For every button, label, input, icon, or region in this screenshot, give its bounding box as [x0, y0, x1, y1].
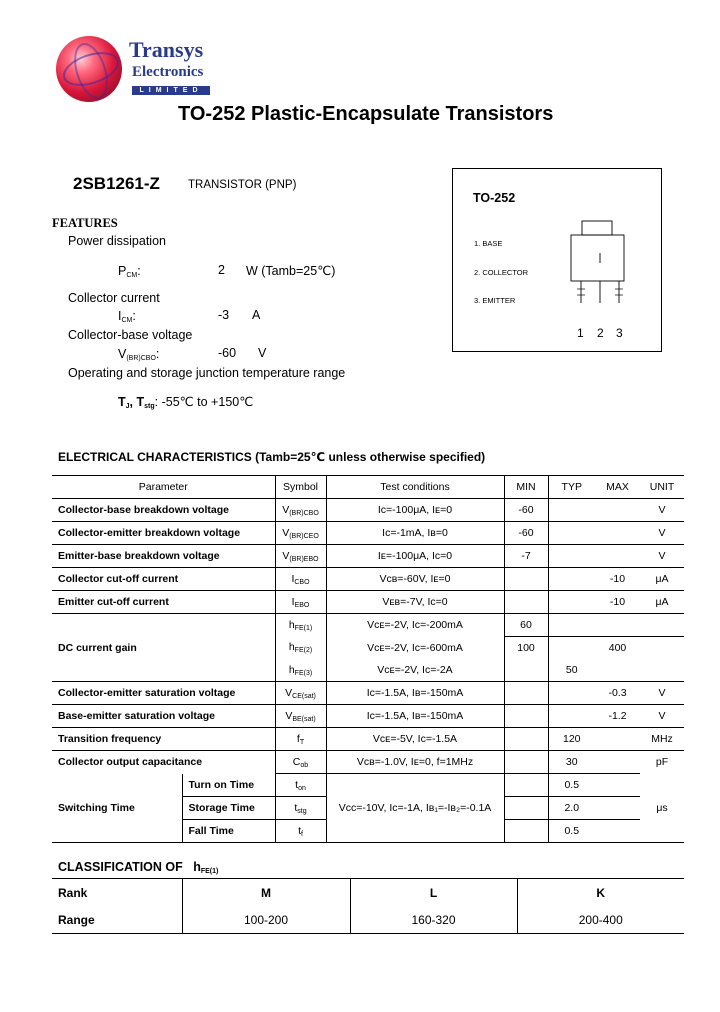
row-max: -1.2	[595, 705, 640, 728]
table-row	[52, 682, 684, 705]
row-symbol: $h_{FE(2)}$	[275, 637, 326, 660]
range-row	[52, 906, 684, 934]
table-row	[52, 522, 684, 545]
row-parameter: DC current gain	[52, 614, 275, 682]
brand-tag: LIMITED	[132, 86, 210, 95]
row-condition: Vᴄᴇ=-2V, Iᴄ=-600mA	[326, 637, 504, 660]
pin-3-label: 3. EMITTER	[474, 296, 516, 305]
classification-heading: CLASSIFICATION OF $h_{FE(1)}$	[58, 860, 219, 875]
classification-table	[52, 878, 684, 934]
row-min: -60	[504, 522, 548, 545]
row-max: 400	[608, 642, 627, 654]
switching-subparameter: Turn on Time	[182, 774, 275, 797]
row-unit: μA	[640, 568, 684, 591]
vcbo-symbol: $V_{(BR)CBO}$:	[118, 347, 160, 362]
row-condition: Iᴄ=-1.5A, Iʙ=-150mA	[326, 682, 504, 705]
rank-l: L	[350, 879, 517, 907]
pin-2-label: 2. COLLECTOR	[474, 268, 529, 277]
vcbo-unit: V	[258, 346, 267, 360]
row-unit: MHz	[640, 728, 684, 751]
icm-value: -3	[218, 308, 230, 322]
rank-row	[52, 879, 684, 907]
row-unit: V	[640, 682, 684, 705]
row-symbol: $V_{(BR)CBO}$	[275, 499, 326, 522]
header-symbol: Symbol	[275, 476, 326, 499]
row-symbol: $f_T$	[275, 728, 326, 751]
row-condition: Vᴄᴇ=-5V, Iᴄ=-1.5A	[326, 728, 504, 751]
row-condition: Vᴇʙ=-7V, Iᴄ=0	[326, 591, 504, 614]
vcbo-value: -60	[218, 346, 237, 360]
table-row	[52, 728, 684, 751]
row-condition: Iᴄ=-100μA, Iᴇ=0	[326, 499, 504, 522]
table-row	[52, 774, 684, 797]
row-typ: 50	[548, 659, 595, 682]
switching-subparameter: Fall Time	[182, 820, 275, 843]
row-condition: Vᴄʙ=-60V, Iᴇ=0	[326, 568, 504, 591]
part-description: TRANSISTOR (PNP)	[188, 179, 297, 191]
row-symbol: $I_{EBO}$	[275, 591, 326, 614]
range-k: 200-400	[517, 906, 684, 934]
row-typ: 30	[548, 751, 595, 774]
table-row	[52, 751, 684, 774]
range-m: 100-200	[182, 906, 350, 934]
table-row	[52, 614, 684, 637]
row-symbol: $V_{CE(sat)}$	[275, 682, 326, 705]
pin-1-label: 1. BASE	[474, 239, 503, 248]
row-condition: Iᴄ=-1mA, Iʙ=0	[326, 522, 504, 545]
row-symbol: $I_{CBO}$	[275, 568, 326, 591]
row-unit: μA	[640, 591, 684, 614]
table-row	[52, 499, 684, 522]
row-min: 100	[504, 637, 548, 660]
row-parameter: Emitter cut-off current	[52, 591, 275, 614]
header-max: MAX	[595, 476, 640, 499]
row-typ: 2.0	[548, 797, 595, 820]
row-condition: Vᴄʙ=-1.0V, Iᴇ=0, f=1MHz	[326, 751, 504, 774]
row-parameter: Transition frequency	[52, 728, 275, 751]
brand-subtitle: Electronics	[132, 64, 204, 80]
pcm-value: 2	[218, 263, 225, 277]
row-unit: pF	[655, 756, 669, 769]
row-max: -0.3	[595, 682, 640, 705]
row-typ: 0.5	[548, 774, 595, 797]
temperature-range-value: $T_J$, $T_{stg}$: -55℃ to +150℃	[118, 395, 254, 410]
row-typ: 120	[548, 728, 595, 751]
page-title: TO-252 Plastic-Encapsulate Transistors	[178, 103, 554, 125]
row-condition: Iᴇ=-100μA, Iᴄ=0	[326, 545, 504, 568]
row-condition: Vᴄᴇ=-2V, Iᴄ=-2A	[326, 659, 504, 682]
row-unit: V	[640, 522, 684, 545]
pin-number-2: 2	[597, 326, 604, 340]
rank-k: K	[517, 879, 684, 907]
switching-subparameter: Storage Time	[182, 797, 275, 820]
row-typ: 0.5	[548, 820, 595, 843]
part-number: 2SB1261-Z	[73, 174, 160, 193]
row-parameter: Collector-emitter breakdown voltage	[52, 522, 275, 545]
to252-package-drawing	[560, 215, 640, 315]
header-unit: UNIT	[640, 476, 684, 499]
table-row	[52, 705, 684, 728]
brand-name: Transys	[129, 37, 204, 62]
table-header-row	[52, 476, 684, 499]
row-unit: V	[640, 499, 684, 522]
electrical-characteristics-table	[52, 475, 684, 843]
row-unit: V	[640, 545, 684, 568]
package-name: TO-252	[473, 191, 516, 205]
row-symbol: $t_{stg}$	[275, 797, 326, 820]
row-parameter: Collector cut-off current	[52, 568, 275, 591]
company-logo-globe	[56, 36, 122, 102]
row-symbol: $t_{on}$	[275, 774, 326, 797]
header-typ: TYP	[548, 476, 595, 499]
pin-number-1: 1	[577, 326, 584, 340]
row-min: 60	[504, 614, 548, 637]
range-l: 160-320	[350, 906, 517, 934]
icm-unit: A	[252, 308, 261, 322]
row-min: -7	[504, 545, 548, 568]
row-parameter: Collector output capacitance	[58, 756, 203, 769]
rank-label: Rank	[52, 879, 182, 907]
row-symbol: $V_{(BR)EBO}$	[275, 545, 326, 568]
features-heading: FEATURES	[52, 216, 118, 230]
rank-m: M	[182, 879, 350, 907]
row-max: -10	[595, 568, 640, 591]
row-symbol: $V_{(BR)CEO}$	[275, 522, 326, 545]
collector-current-label: Collector current	[68, 291, 160, 305]
table-row	[52, 545, 684, 568]
icm-symbol: $I_{CM}$:	[118, 309, 136, 324]
table-row	[52, 591, 684, 614]
row-min: -60	[504, 499, 548, 522]
temperature-range-label: Operating and storage junction temperature range	[68, 366, 346, 380]
table-row	[52, 568, 684, 591]
pcm-symbol: $P_{CM}$:	[118, 264, 141, 279]
row-parameter: Collector-emitter saturation voltage	[52, 682, 275, 705]
electrical-characteristics-heading: ELECTRICAL CHARACTERISTICS (Tamb=25℃ unless otherwise specified)	[58, 450, 486, 464]
collector-base-voltage-label: Collector-base voltage	[68, 328, 193, 342]
header-test-conditions: Test conditions	[326, 476, 504, 499]
row-unit: V	[640, 705, 684, 728]
row-max: -10	[595, 591, 640, 614]
row-parameter: Base-emitter saturation voltage	[52, 705, 275, 728]
row-symbol: $h_{FE(3)}$	[275, 659, 326, 682]
header-parameter: Parameter	[52, 476, 275, 499]
row-symbol: $C_{ob}$	[275, 751, 326, 774]
row-parameter: Switching Time	[52, 774, 182, 843]
row-symbol: $h_{FE(1)}$	[275, 614, 326, 637]
row-parameter: Collector-base breakdown voltage	[52, 499, 275, 522]
row-unit: μs	[640, 774, 684, 843]
pcm-unit: W (Tamb=25℃)	[246, 264, 336, 278]
power-dissipation-label: Power dissipation	[68, 234, 166, 248]
row-symbol: $t_f$	[275, 820, 326, 843]
pin-number-3: 3	[616, 326, 623, 340]
row-condition: Vᴄᴇ=-2V, Iᴄ=-200mA	[326, 614, 504, 637]
row-condition: Vᴄᴄ=-10V, Iᴄ=-1A, Iʙ₁=-Iʙ₂=-0.1A	[326, 774, 504, 843]
row-symbol: $V_{BE(sat)}$	[275, 705, 326, 728]
row-condition: Iᴄ=-1.5A, Iʙ=-150mA	[326, 705, 504, 728]
row-parameter: Emitter-base breakdown voltage	[52, 545, 275, 568]
header-min: MIN	[504, 476, 548, 499]
range-label: Range	[52, 906, 182, 934]
